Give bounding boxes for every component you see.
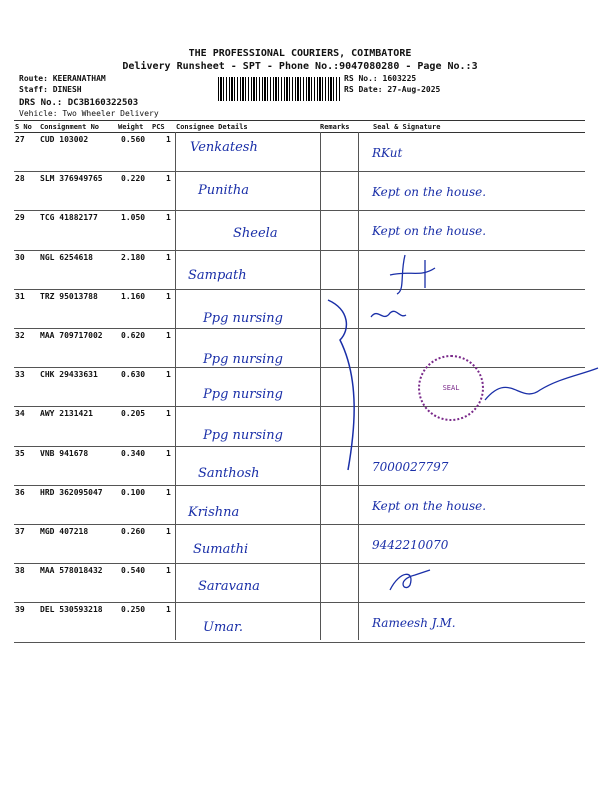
row-consignment: MGD 407218 (40, 527, 89, 536)
staff-label: Staff: DINESH (19, 85, 82, 94)
col-pcs: PCS (152, 123, 165, 131)
table-row-rule (14, 524, 585, 525)
row-weight: 0.620 (121, 331, 146, 340)
seal-stamp: SEAL (418, 355, 484, 421)
row-consignment: TCG 41882177 (40, 213, 98, 223)
row-sno: 39 (15, 605, 25, 615)
row-consignee-name: Ppg nursing (203, 387, 284, 403)
row-pcs: 1 (166, 448, 171, 458)
row-weight: 2.180 (121, 252, 146, 262)
row-consignee-name: Sumathi (193, 542, 249, 557)
row-sno: 27 (15, 135, 25, 144)
row-pcs: 1 (166, 566, 171, 576)
row-pcs: 1 (166, 252, 171, 262)
row-pcs: 1 (166, 409, 171, 419)
table-top-rule (14, 120, 585, 121)
signature-stroke (480, 360, 600, 410)
col-seal: Seal & Signature (373, 123, 441, 131)
row-pcs: 1 (166, 174, 171, 184)
row-consignment: DEL 530593218 (40, 605, 103, 615)
table-row-rule (14, 563, 585, 564)
row-signature: Kept on the house. (372, 185, 487, 200)
row-consignee-name: Sampath (188, 267, 247, 283)
row-pcs: 1 (166, 370, 171, 380)
row-consignment: SLM 376949765 (40, 174, 103, 184)
row-weight: 0.540 (121, 566, 146, 576)
row-signature: 9442210070 (372, 538, 449, 552)
row-consignee-name: Ppg nursing (203, 310, 284, 326)
drs-number: DRS No.: DC3B160322503 (19, 98, 139, 108)
table-row-rule (14, 328, 585, 329)
row-consignee-name: Ppg nursing (203, 428, 284, 444)
row-consignee-name: Santhosh (198, 465, 260, 481)
row-sno: 29 (15, 213, 25, 223)
col-consignee: Consignee Details (176, 123, 248, 131)
row-sno: 38 (15, 566, 25, 576)
col-remarks: Remarks (320, 123, 350, 131)
col-weight: Weight (118, 123, 144, 131)
row-sno: 37 (15, 527, 25, 536)
row-sno: 34 (15, 409, 25, 419)
barcode (218, 77, 340, 101)
row-signature: Kept on the house. (372, 224, 487, 239)
row-sno: 33 (15, 370, 25, 380)
row-weight: 1.160 (121, 291, 146, 301)
row-weight: 0.260 (121, 527, 146, 536)
bracket-stroke (320, 290, 365, 480)
route-label: Route: KEERANATHAM (19, 74, 106, 83)
row-weight: 0.220 (121, 174, 146, 184)
row-weight: 0.100 (121, 487, 146, 497)
row-consignee-name: Umar. (203, 620, 243, 636)
row-consignee-name: Krishna (188, 504, 240, 520)
table-row-rule (14, 210, 585, 211)
row-weight: 0.250 (121, 605, 146, 615)
row-pcs: 1 (166, 487, 171, 497)
table-row-rule (14, 485, 585, 486)
rs-number: RS No.: 1603225 (344, 74, 417, 83)
rs-date: RS Date: 27-Aug-2025 (344, 85, 441, 94)
row-sno: 36 (15, 487, 25, 497)
col-sno: S No (15, 123, 32, 131)
row-consignment: AWY 2131421 (40, 409, 93, 419)
signature-stroke (385, 250, 445, 295)
row-consignee-name: Sheela (233, 226, 278, 242)
table-row-rule (14, 250, 585, 251)
row-consignment: CHK 29433631 (40, 370, 98, 380)
document-title: THE PROFESSIONAL COURIERS, COIMBATORE (188, 48, 412, 59)
vehicle-label: Vehicle: Two Wheeler Delivery (19, 109, 159, 118)
row-consignment: CUD 103002 (40, 135, 89, 144)
row-consignment: HRD 362095047 (40, 487, 103, 497)
row-weight: 0.560 (121, 135, 146, 144)
row-pcs: 1 (166, 135, 171, 144)
row-pcs: 1 (166, 527, 171, 536)
row-sno: 30 (15, 252, 25, 262)
row-consignee-name: Ppg nursing (203, 352, 284, 367)
row-consignment: VNB 941678 (40, 448, 89, 458)
row-consignment: MAA 709717002 (40, 331, 103, 340)
row-sno: 35 (15, 448, 25, 458)
row-consignment: TRZ 95013788 (40, 291, 98, 301)
table-row-rule (14, 602, 585, 603)
row-pcs: 1 (166, 605, 171, 615)
row-pcs: 1 (166, 213, 171, 223)
document-subtitle: Delivery Runsheet - SPT - Phone No.:9047080280 - Page No.:3 (122, 61, 478, 72)
row-sno: 32 (15, 331, 25, 340)
row-pcs: 1 (166, 291, 171, 301)
table-row-rule (14, 446, 585, 447)
row-consignment: MAA 578018432 (40, 566, 103, 576)
signature-stroke (368, 305, 408, 325)
table-row-rule (14, 642, 585, 643)
table-header-rule (14, 132, 585, 133)
row-signature: Rameesh J.M. (372, 616, 456, 631)
row-sno: 28 (15, 174, 25, 184)
table-row-rule (14, 289, 585, 290)
row-consignment: NGL 6254618 (40, 252, 93, 262)
row-signature: Kept on the house. (372, 498, 487, 513)
row-signature: 7000027797 (372, 459, 449, 474)
table-row-rule (14, 171, 585, 172)
row-weight: 1.050 (121, 213, 146, 223)
row-consignee-name: Saravana (198, 579, 260, 595)
row-weight: 0.340 (121, 448, 146, 458)
row-consignee-name: Punitha (198, 183, 249, 199)
row-pcs: 1 (166, 331, 171, 340)
col-consignment: Consignment No (40, 123, 100, 131)
signature-stroke (385, 565, 435, 595)
row-weight: 0.205 (121, 409, 146, 419)
row-consignee-name: Venkatesh (190, 140, 258, 155)
row-signature: RKut (372, 146, 403, 160)
row-sno: 31 (15, 291, 25, 301)
row-weight: 0.630 (121, 370, 146, 380)
